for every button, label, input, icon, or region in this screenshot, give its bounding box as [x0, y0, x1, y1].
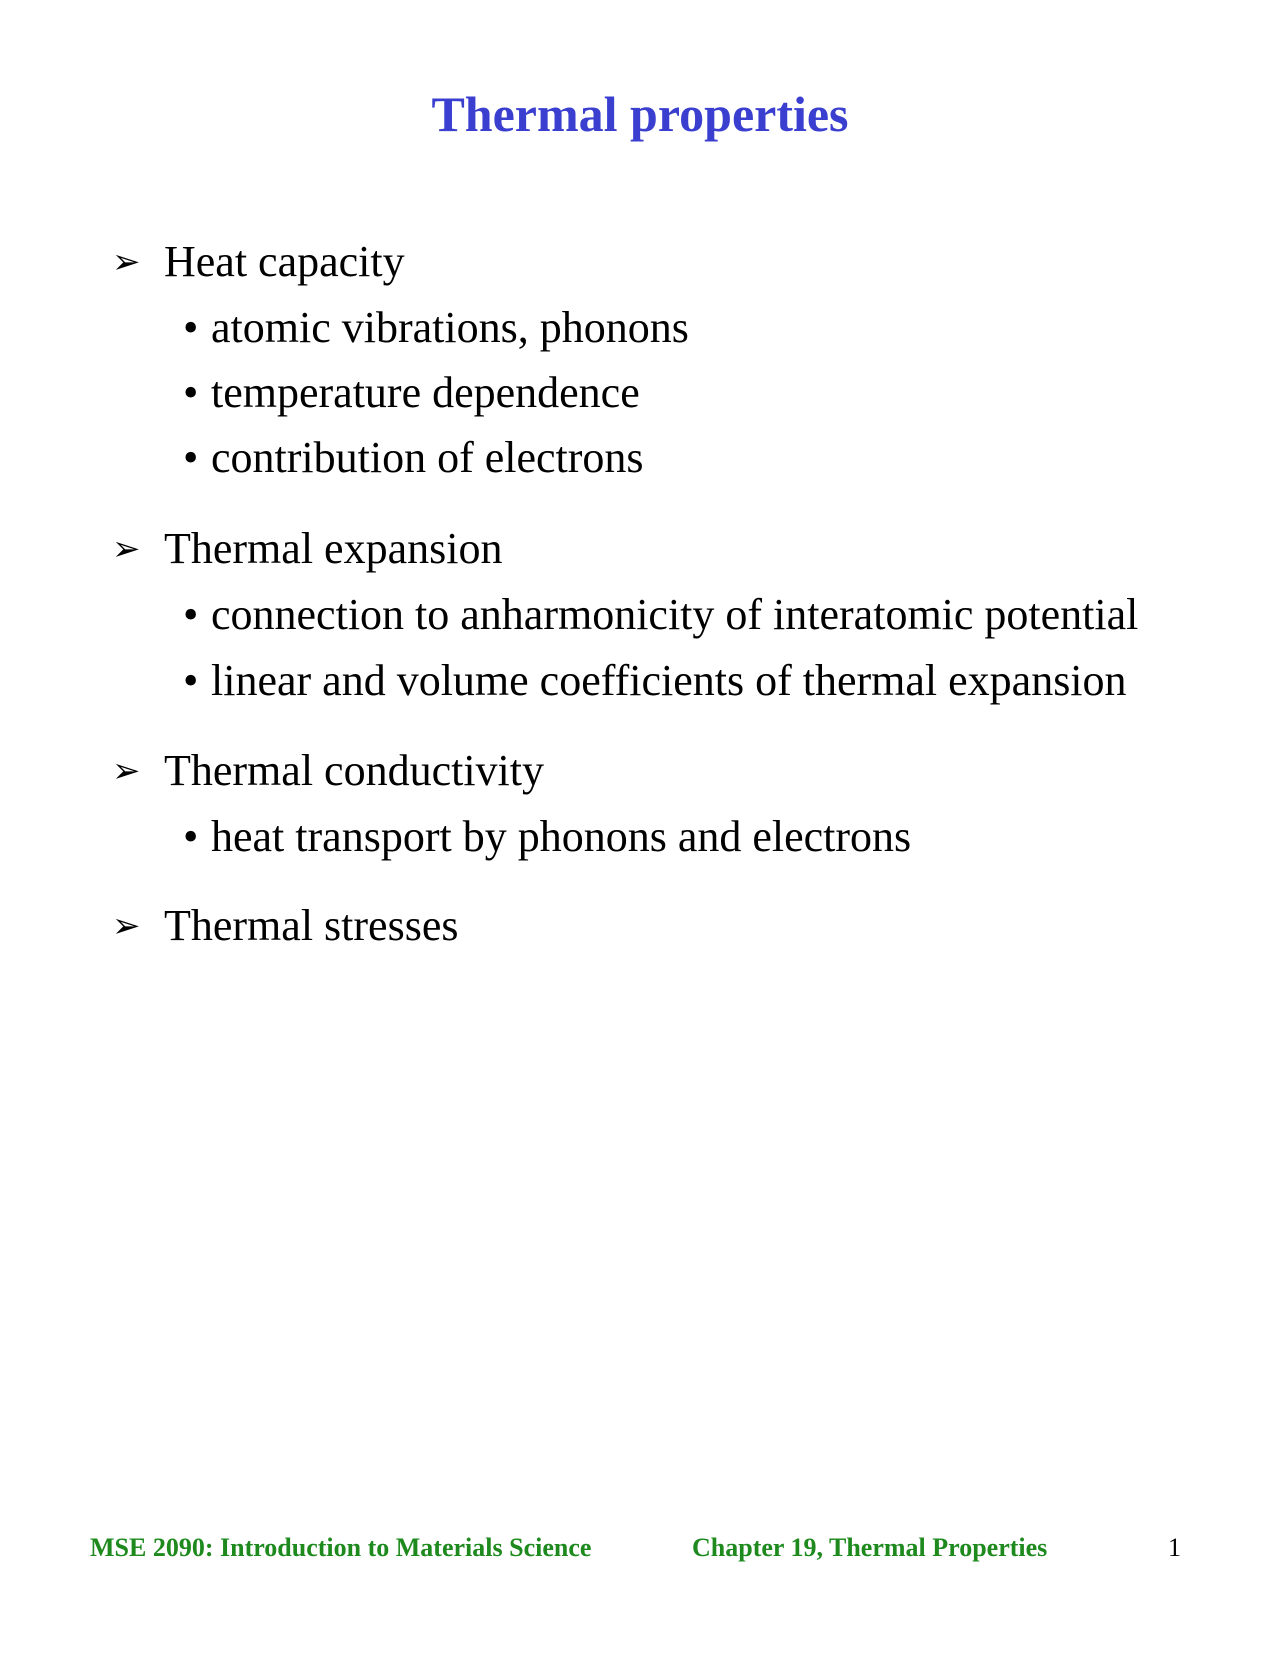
list-item: • connection to anharmonicity of interatomic potential	[183, 590, 1139, 639]
section-heading-label: Thermal conductivity	[164, 746, 544, 795]
section-heading-thermal-expansion	[112, 523, 502, 578]
arrow-bullet-icon: ➢	[112, 242, 141, 282]
list-item: • temperature dependence	[183, 368, 640, 417]
bullet-icon: •	[183, 590, 199, 639]
arrow-bullet-icon: ➢	[112, 906, 141, 946]
list-item: • contribution of electrons	[183, 433, 644, 482]
list-item: • linear and volume coefficients of thermal expansion	[183, 656, 1127, 705]
list-item: • atomic vibrations, phonons	[183, 303, 689, 352]
page-title: Thermal properties	[431, 86, 849, 142]
bullet-icon: •	[183, 368, 199, 417]
arrow-bullet-icon: ➢	[112, 751, 141, 791]
page-number: 1	[1168, 1533, 1181, 1562]
bullet-icon: •	[183, 656, 199, 705]
arrow-bullet-icon: ➢	[112, 529, 141, 569]
section-heading-label: Thermal stresses	[164, 901, 459, 950]
bullet-icon: •	[183, 433, 199, 482]
footer-course: MSE 2090: Introduction to Materials Science	[90, 1533, 592, 1562]
section-heading-heat-capacity	[112, 236, 405, 291]
section-heading-thermal-stresses	[112, 900, 458, 955]
section-heading-thermal-conductivity	[112, 745, 544, 800]
list-item: • heat transport by phonons and electrons	[183, 812, 912, 861]
section-heading-label: Thermal expansion	[164, 524, 503, 573]
footer-chapter: Chapter 19, Thermal Properties	[692, 1533, 1048, 1562]
section-heading-label: Heat capacity	[164, 237, 405, 286]
bullet-icon: •	[183, 303, 199, 352]
bullet-icon: •	[183, 812, 199, 861]
